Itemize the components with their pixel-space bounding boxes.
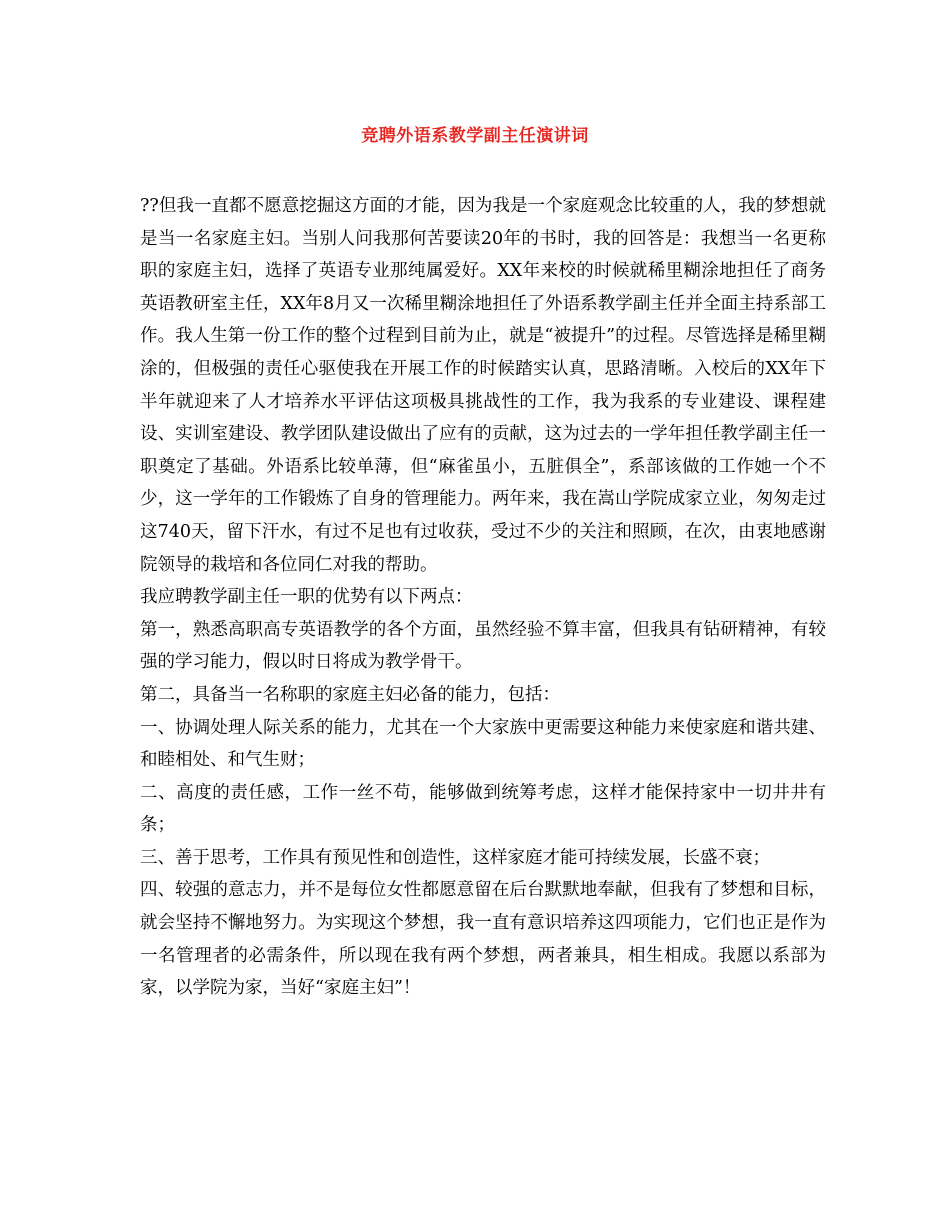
document-title: 竞聘外语系教学副主任演讲词 [361,126,589,146]
paragraph-ability-four: 四、较强的意志力，并不是每位女性都愿意留在后台默默地奉献，但我有了梦想和目标，就会坚持不懈地努力。为实现这个梦想，我一直有意识培养这四项能力，它们也正是作为一名管理者的必需条件，所以现在我有两个梦想，两者兼具，相生相成。我愿以系部为家，以学院为家，当好“家庭主妇”！ [140,880,826,999]
document-body [140,190,826,1005]
paragraph-second-advantage: 第二，具备当一名称职的家庭主妇必备的能力，包括： [140,684,560,705]
paragraph-ability-three: 三、善于思考，工作具有预见性和创造性，这样家庭才能可持续发展，长盛不衰； [140,847,770,868]
paragraph-ability-two: 二、高度的责任感，工作一丝不苟，能够做到统筹考虑，这样才能保持家中一切井井有条； [140,782,826,836]
paragraph-ability-one: 一、协调处理人际关系的能力，尤其在一个大家族中更需要这种能力来使家庭和谐共建、和睦相处、和气生财； [140,717,826,771]
paragraph-intro: ??但我一直都不愿意挖掘这方面的才能，因为我是一个家庭观念比较重的人，我的梦想就是当一名家庭主妇。当别人问我那何苦要读20年的书时，我的回答是：我想当一名更称职的家庭主妇，选择了英语专业那纯属爱好。XX年来校的时候就稀里糊涂地担任了商务英语教研室主任，XX年8月又一次稀里糊涂地担任了外语系教学副主任并全面主持系部工作。我人生第一份工作的整个过程到目前为止，就是“被提升”的过程。尽管选择是稀里糊涂的，但极强的责任心驱使我在开展工作的时候踏实认真，思路清晰。入校后的XX年下半年就迎来了人才培养水平评估这项极具挑战性的工作，我为我系的专业建设、课程建设、实训室建设、教学团队建设做出了应有的贡献，这为过去的一学年担任教学副主任一职奠定了基础。外语系比较单薄，但“麻雀虽小，五脏俱全”，系部该做的工作她一个不少，这一学年的工作锻炼了自身的管理能力。两年来，我在嵩山学院成家立业，匆匆走过这740天，留下汗水，有过不足也有过收获，受过不少的关注和照顾，在次，由衷地感谢院领导的栽培和各位同仁对我的帮助。 [140,196,826,575]
paragraph-advantages-heading: 我应聘教学副主任一职的优势有以下两点： [140,587,473,608]
paragraph-first-advantage: 第一，熟悉高职高专英语教学的各个方面，虽然经验不算丰富，但我具有钻研精神，有较强的学习能力，假以时日将成为教学骨干。 [140,619,826,673]
